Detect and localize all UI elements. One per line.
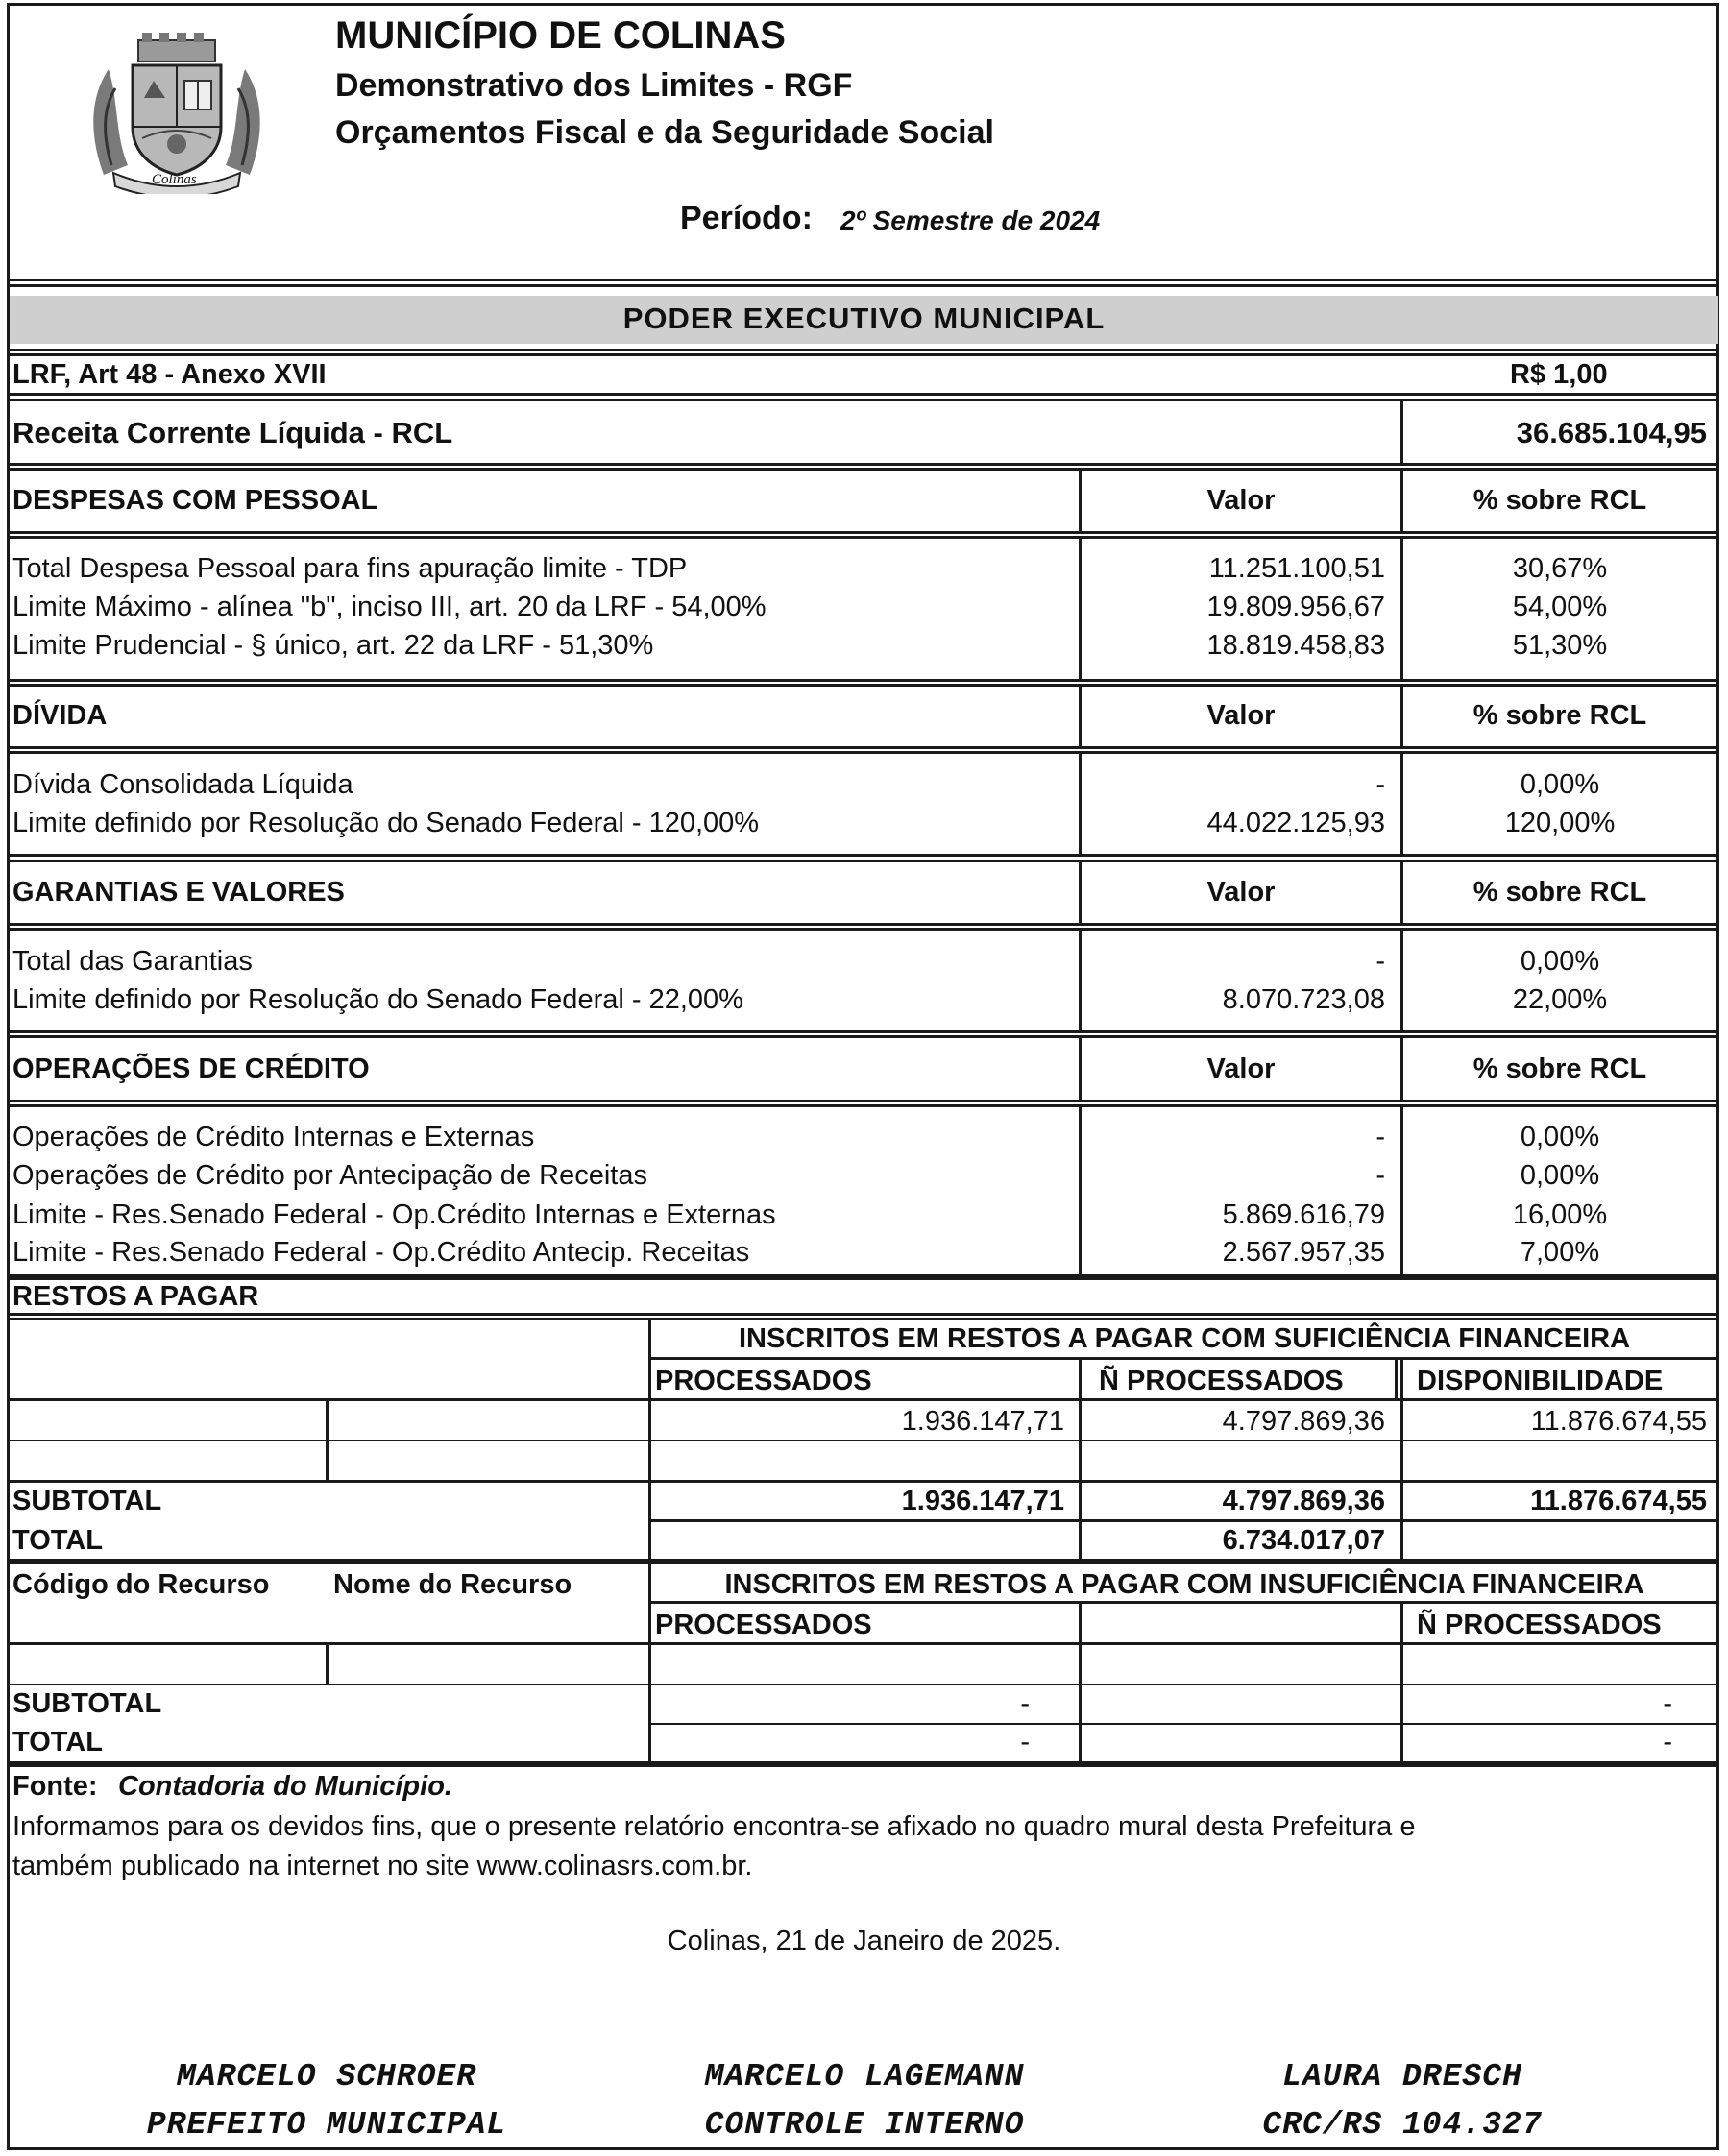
signature-name: MARCELO SCHROER: [176, 2059, 477, 2095]
info-line-1: Informamos para os devidos fins, que o presente relatório encontra-se afixado no quadro mural desta Prefeitura e: [12, 1811, 1416, 1842]
pessoal-row-label: Limite Prudencial - § único, art. 22 da LRF - 51,30%: [12, 630, 654, 661]
garantias-title: GARANTIAS E VALORES: [12, 877, 345, 908]
fonte-label: Fonte:: [12, 1771, 98, 1802]
pessoal-row-label: Total Despesa Pessoal para fins apuração limite - TDP: [12, 553, 688, 584]
credito-row-pct: 0,00%: [1520, 1122, 1600, 1152]
credito-row-valor: 5.869.616,79: [1222, 1199, 1385, 1230]
restos-total-label: TOTAL: [12, 1525, 103, 1556]
law-reference: LRF, Art 48 - Anexo XVII: [12, 359, 327, 390]
divida-body-box: [7, 751, 1719, 857]
garantias-col-valor: Valor: [1206, 877, 1276, 908]
divida-col-valor: Valor: [1206, 700, 1276, 731]
divida-row-label: Dívida Consolidada Líquida: [12, 769, 353, 800]
report-title: Demonstrativo dos Limites - RGF: [335, 67, 853, 104]
budget-title: Orçamentos Fiscal e da Seguridade Social: [335, 114, 994, 151]
restos-insuf-total-label: TOTAL: [12, 1727, 103, 1757]
divida-row-valor: 44.022.125,93: [1206, 808, 1385, 838]
garantias-row-pct: 22,00%: [1512, 984, 1608, 1015]
garantias-row-valor: -: [1375, 946, 1385, 977]
pessoal-row-label: Limite Máximo - alínea "b", inciso III, art. 20 da LRF - 54,00%: [12, 592, 767, 622]
rcl-label: Receita Corrente Líquida - RCL: [12, 416, 453, 449]
restos-subtotal-processados: 1.936.147,71: [901, 1486, 1064, 1516]
credito-row-label: Operações de Crédito por Antecipação de Receitas: [12, 1160, 647, 1191]
restos-insuf-subtotal-processados: -: [1020, 1688, 1030, 1719]
credito-row-valor: 2.567.957,35: [1222, 1237, 1385, 1268]
municipality-coat-of-arms: [85, 31, 269, 194]
restos-col-nao-processados: Ñ PROCESSADOS: [1099, 1366, 1344, 1396]
fonte-value: Contadoria do Município.: [118, 1771, 452, 1802]
garantias-col-pct: % sobre RCL: [1472, 877, 1647, 908]
pessoal-row-valor: 11.251.100,51: [1208, 553, 1385, 584]
divida-col-pct: % sobre RCL: [1472, 700, 1647, 731]
credito-row-valor: -: [1375, 1122, 1385, 1152]
divida-title: DÍVIDA: [12, 700, 108, 731]
currency-unit: R$ 1,00: [1510, 359, 1608, 390]
credito-row-pct: 16,00%: [1512, 1199, 1608, 1230]
credito-row-label: Limite - Res.Senado Federal - Op.Crédito Internas e Externas: [12, 1199, 776, 1230]
pessoal-col-valor: Valor: [1206, 485, 1276, 516]
rcl-value: 36.685.104,95: [1516, 416, 1707, 449]
divida-row-pct: 0,00%: [1520, 769, 1600, 800]
section-title: PODER EXECUTIVO MUNICIPAL: [622, 302, 1106, 335]
period-value: 2º Semestre de 2024: [840, 206, 1101, 235]
restos-insuf-total-nao-processados: -: [1663, 1727, 1672, 1757]
divida-row-label: Limite definido por Resolução do Senado Federal - 120,00%: [12, 808, 760, 838]
restos-row-nao-processados: 4.797.869,36: [1222, 1406, 1385, 1437]
pessoal-row-pct: 30,67%: [1512, 553, 1608, 584]
signature-name: MARCELO LAGEMANN: [704, 2059, 1025, 2095]
restos-col-processados: PROCESSADOS: [655, 1366, 872, 1396]
pessoal-col-pct: % sobre RCL: [1472, 485, 1647, 516]
restos-total-value: 6.734.017,07: [1222, 1525, 1385, 1556]
credito-row-pct: 7,00%: [1520, 1237, 1600, 1268]
garantias-row-valor: 8.070.723,08: [1222, 984, 1385, 1015]
credito-row-valor: -: [1375, 1160, 1385, 1191]
divida-row-valor: -: [1375, 769, 1385, 800]
restos-suf-title: INSCRITOS EM RESTOS A PAGAR COM SUFICIÊNCIA FINANCEIRA: [738, 1323, 1631, 1354]
credito-row-label: Limite - Res.Senado Federal - Op.Crédito Antecip. Receitas: [12, 1237, 750, 1268]
credito-row-label: Operações de Crédito Internas e Externas: [12, 1122, 535, 1152]
restos-insuf-col-processados: PROCESSADOS: [655, 1610, 872, 1640]
credito-col-pct: % sobre RCL: [1472, 1054, 1647, 1084]
pessoal-row-valor: 18.819.458,83: [1206, 630, 1385, 661]
restos-insuf-subtotal-label: SUBTOTAL: [12, 1688, 162, 1719]
municipality-title: MUNICÍPIO DE COLINAS: [335, 14, 786, 57]
signature-name: LAURA DRESCH: [1282, 2059, 1522, 2095]
restos-insuf-col-nao-processados: Ñ PROCESSADOS: [1417, 1610, 1662, 1640]
signature-role: CRC/RS 104.327: [1262, 2107, 1543, 2143]
garantias-row-pct: 0,00%: [1520, 946, 1600, 977]
restos-col-disponibilidade: DISPONIBILIDADE: [1417, 1366, 1664, 1396]
restos-insuf-subtotal-nao-processados: -: [1663, 1688, 1672, 1719]
period-label: Período:: [680, 200, 813, 236]
signature-role: CONTROLE INTERNO: [704, 2107, 1025, 2143]
garantias-row-label: Total das Garantias: [12, 946, 253, 977]
signature-role: PREFEITO MUNICIPAL: [146, 2107, 507, 2143]
restos-nome-recurso-label: Nome do Recurso: [333, 1569, 572, 1600]
pessoal-row-valor: 19.809.956,67: [1206, 592, 1385, 622]
info-line-2: também publicado na internet no site www.colinasrs.com.br.: [12, 1851, 753, 1881]
restos-insuf-title: INSCRITOS EM RESTOS A PAGAR COM INSUFICIÊNCIA FINANCEIRA: [724, 1569, 1644, 1600]
pessoal-row-pct: 51,30%: [1512, 630, 1608, 661]
restos-title: RESTOS A PAGAR: [12, 1281, 259, 1312]
restos-insuf-total-processados: -: [1020, 1727, 1030, 1757]
restos-subtotal-label: SUBTOTAL: [12, 1486, 162, 1516]
place-date: Colinas, 21 de Janeiro de 2025.: [667, 1926, 1061, 1956]
restos-row-processados: 1.936.147,71: [901, 1406, 1064, 1437]
credito-title: OPERAÇÕES DE CRÉDITO: [12, 1054, 370, 1084]
credito-col-valor: Valor: [1206, 1054, 1276, 1084]
restos-subtotal-nao-processados: 4.797.869,36: [1222, 1486, 1385, 1516]
credito-row-pct: 0,00%: [1520, 1160, 1600, 1191]
restos-title-box: [7, 1277, 1719, 1316]
pessoal-row-pct: 54,00%: [1512, 592, 1608, 622]
divida-row-pct: 120,00%: [1504, 808, 1616, 838]
coat-of-arms-ribbon-text: Colinas: [152, 172, 197, 187]
garantias-body-box: [7, 928, 1719, 1033]
garantias-row-label: Limite definido por Resolução do Senado Federal - 22,00%: [12, 984, 743, 1015]
pessoal-title: DESPESAS COM PESSOAL: [12, 485, 378, 516]
restos-subtotal-disponibilidade: 11.876.674,55: [1530, 1486, 1707, 1516]
restos-row-disponibilidade: 11.876.674,55: [1530, 1406, 1707, 1437]
restos-codigo-recurso-label: Código do Recurso: [12, 1569, 270, 1600]
